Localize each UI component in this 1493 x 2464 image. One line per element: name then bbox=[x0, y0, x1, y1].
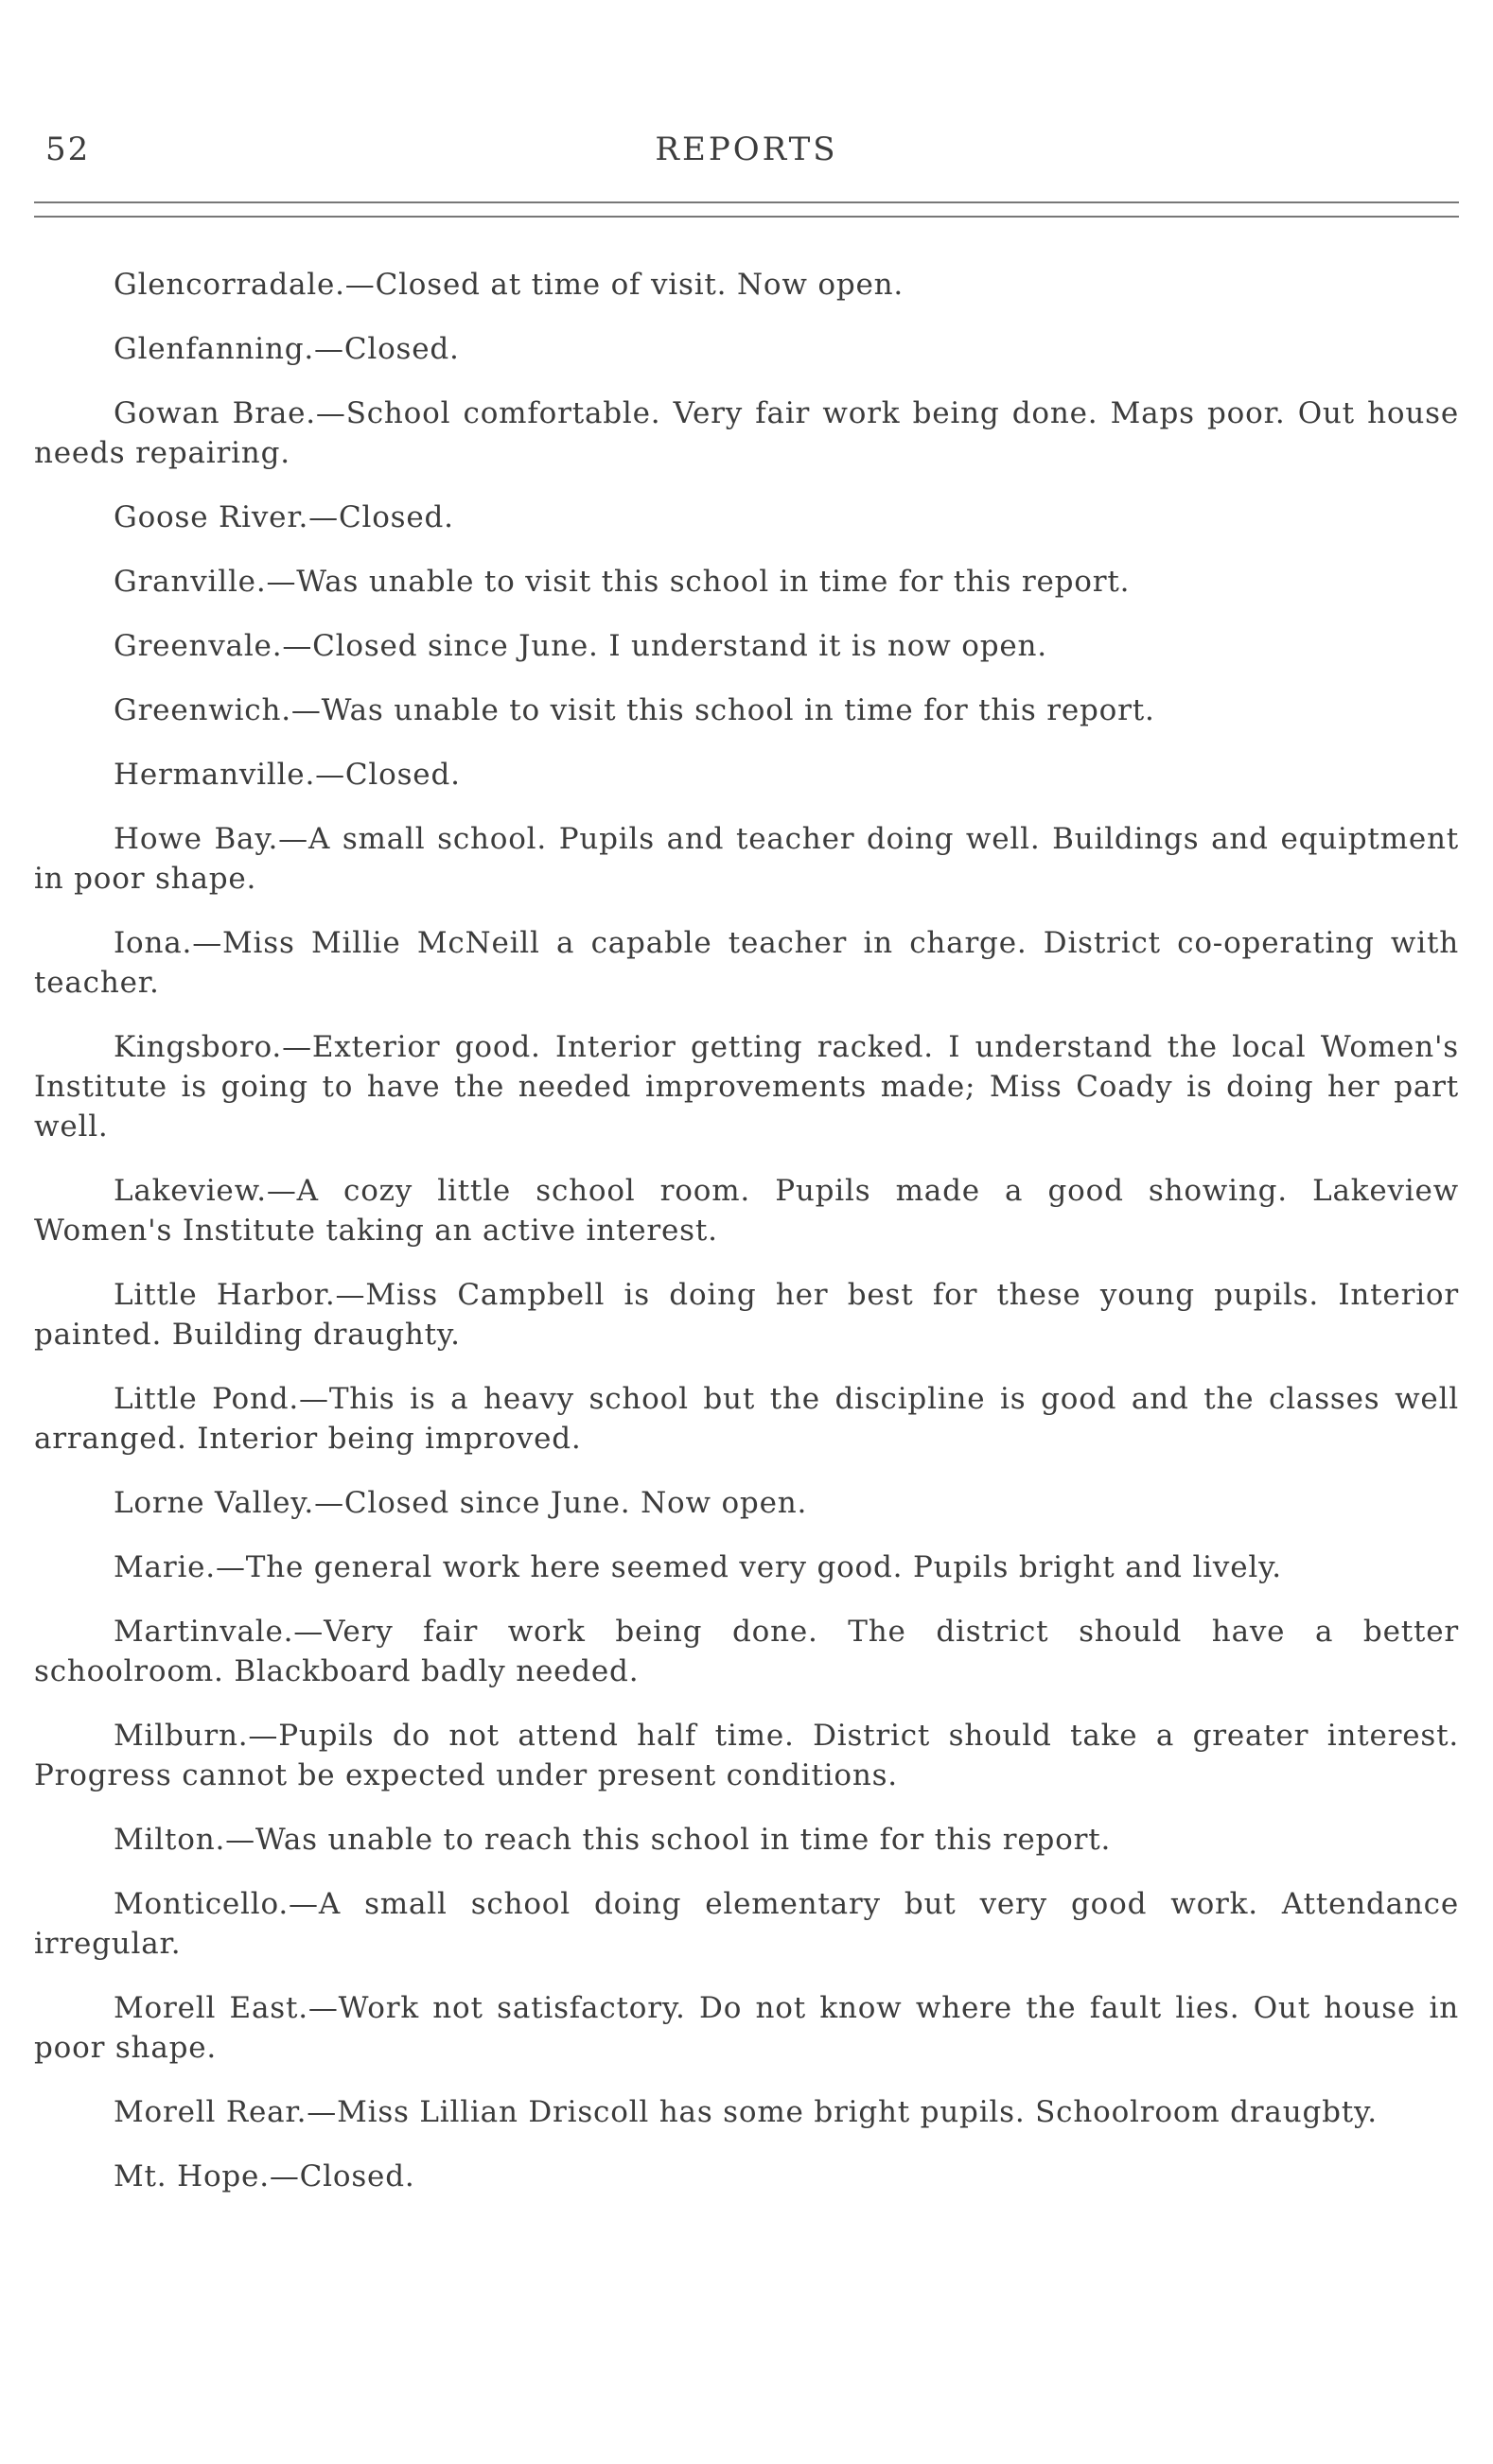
report-entry-little-harbor: Little Harbor.—Miss Campbell is doing her best for these young pupils. Interior painted. Building draughty. bbox=[34, 1278, 1459, 1352]
report-entry-goose-river: Goose River.—Closed. bbox=[114, 500, 454, 534]
report-body bbox=[34, 265, 1459, 2221]
report-entry-glencorradale: Glencorradale.—Closed at time of visit. Now open. bbox=[114, 268, 905, 302]
report-entry-mt-hope: Mt. Hope.—Closed. bbox=[114, 2159, 415, 2193]
report-entry-lorne-valley: Lorne Valley.—Closed since June. Now open. bbox=[114, 1486, 808, 1520]
header-rule-bottom bbox=[34, 216, 1459, 218]
report-entry-martinvale: Martinvale.—Very fair work being done. The district should have a better schoolroom. Blackboard badly needed. bbox=[34, 1615, 1459, 1688]
report-entry-morell-east: Morell East.—Work not satisfactory. Do not know where the fault lies. Out house in poor shape. bbox=[34, 1991, 1459, 2065]
report-entry-granville: Granville.—Was unable to visit this school in time for this report. bbox=[114, 565, 1131, 599]
report-entry-greenwich: Greenwich.—Was unable to visit this school in time for this report. bbox=[114, 693, 1155, 727]
report-entry-howe-bay: Howe Bay.—A small school. Pupils and teacher doing well. Buildings and equiptment in poor shape. bbox=[34, 822, 1459, 896]
report-entry-morell-rear: Morell Rear.—Miss Lillian Driscoll has some bright pupils. Schoolroom draugbty. bbox=[114, 2095, 1378, 2129]
report-entry-gowan-brae: Gowan Brae.—School comfortable. Very fair work being done. Maps poor. Out house needs repairing. bbox=[34, 396, 1459, 470]
report-entry-milburn: Milburn.—Pupils do not attend half time. District should take a greater interest. Progress cannot be expected under present conditions. bbox=[34, 1719, 1459, 1792]
page-number: 52 bbox=[45, 131, 91, 168]
report-entry-hermanville: Hermanville.—Closed. bbox=[114, 758, 461, 792]
report-entry-monticello: Monticello.—A small school doing elementary but very good work. Attendance irregular. bbox=[34, 1887, 1459, 1961]
report-entry-greenvale: Greenvale.—Closed since June. I understand it is now open. bbox=[114, 629, 1047, 663]
report-entry-glenfanning: Glenfanning.—Closed. bbox=[114, 332, 460, 366]
running-head: REPORTS bbox=[655, 131, 838, 168]
report-entry-little-pond: Little Pond.—This is a heavy school but the discipline is good and the classes well arranged. Interior being improved. bbox=[34, 1382, 1459, 1456]
page-header bbox=[45, 131, 1448, 178]
report-entry-kingsboro: Kingsboro.—Exterior good. Interior getting racked. I understand the local Women's Institute is going to have the needed improvements made; Miss Coady is doing her part well. bbox=[34, 1030, 1459, 1144]
report-entry-milton: Milton.—Was unable to reach this school in time for this report. bbox=[114, 1823, 1112, 1857]
report-entry-iona: Iona.—Miss Millie McNeill a capable teacher in charge. District co-operating with teacher. bbox=[34, 926, 1459, 1000]
report-entry-lakeview: Lakeview.—A cozy little school room. Pupils made a good showing. Lakeview Women's Institute taking an active interest. bbox=[34, 1174, 1459, 1248]
header-rule-top bbox=[34, 201, 1459, 203]
report-entry-marie: Marie.—The general work here seemed very good. Pupils bright and lively. bbox=[114, 1550, 1282, 1584]
